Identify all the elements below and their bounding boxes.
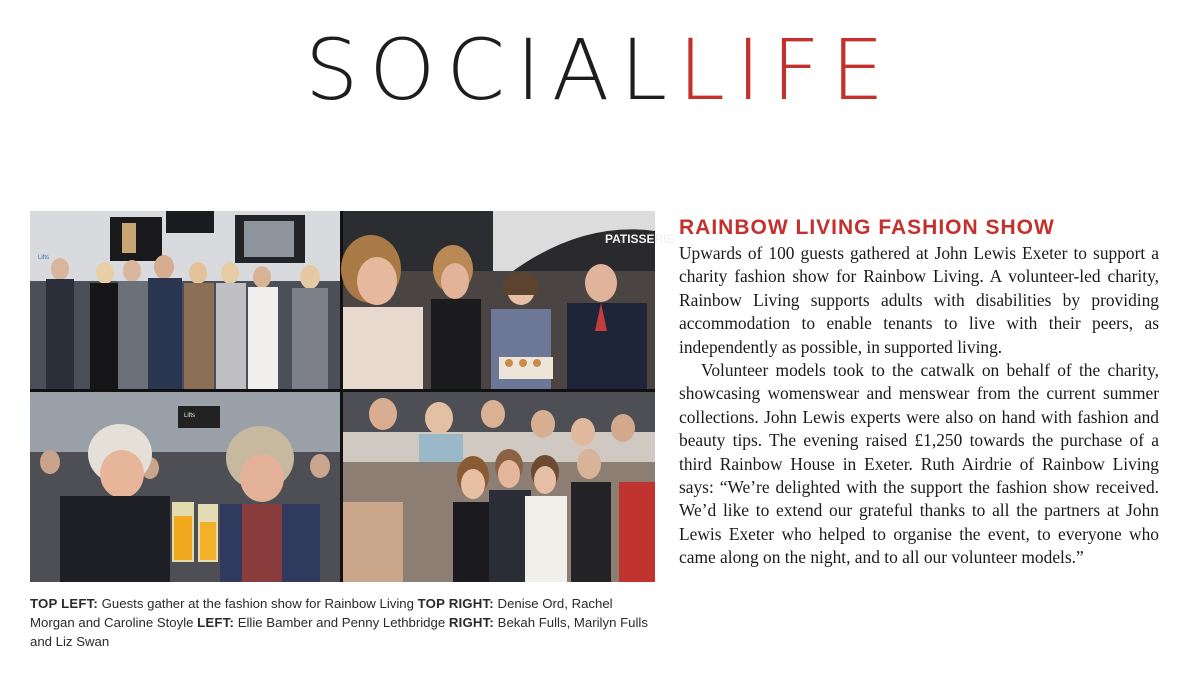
article xyxy=(679,214,1159,570)
photo-top-right-denise-rachel-caroline xyxy=(343,211,675,389)
caption-text-right: Bekah Fulls, Marilyn Fulls and Liz Swan xyxy=(30,615,648,649)
patisserie-sign: PATISSERIE xyxy=(605,232,675,246)
photo-right-bekah-marilyn-liz xyxy=(343,392,655,582)
caption-text-top-left: Guests gather at the fashion show for Rainbow Living xyxy=(98,596,418,611)
article-body xyxy=(679,242,1159,570)
caption-text-left: Ellie Bamber and Penny Lethbridge xyxy=(234,615,449,630)
lifts-sign: Lifts xyxy=(184,413,196,419)
masthead-social: SOCIAL xyxy=(304,21,679,119)
caption-label-left: LEFT: xyxy=(197,615,235,630)
top-left-sign: Lifts xyxy=(38,255,50,261)
article-paragraph-1: Upwards of 100 guests gathered at John Lewis Exeter to support a charity fashion show for Rainbow Living. A volunteer-led charity, Rainbow Living supports adults with disabilities by providing accommodation to enable tenants to live with their peers, as independently as possible, in supported living. xyxy=(679,243,1159,357)
photo-top-left-guests-group xyxy=(30,211,340,389)
photo-collage xyxy=(30,211,675,582)
masthead-life: LIFE xyxy=(678,21,896,119)
caption-label-top-right: TOP RIGHT: xyxy=(417,596,494,611)
caption-text-top-right: Denise Ord, Rachel Morgan and Caroline Stoyle xyxy=(30,596,613,630)
photo-left-ellie-penny xyxy=(30,392,340,582)
photo-caption xyxy=(30,594,650,651)
masthead xyxy=(0,21,1200,119)
article-paragraph-2: Volunteer models took to the catwalk on behalf of the charity, showcasing womenswear and menswear from the current summer collections. John Lewis experts were also on hand with fashion and beauty tips. The evening raised £1,250 towards the purchase of a third Rainbow House in Exeter. Ruth Airdrie of Rainbow Living says: “We’re delighted with the support the fashion show received. We’d like to extend our grateful thanks to all the partners at John Lewis Exeter who helped to organise the event, to everyone who came along on the night, and to all our volunteer models.” xyxy=(679,360,1159,568)
caption-label-top-left: TOP LEFT: xyxy=(30,596,98,611)
article-headline: RAINBOW LIVING FASHION SHOW xyxy=(679,216,1055,239)
caption-label-right: RIGHT: xyxy=(448,615,495,630)
